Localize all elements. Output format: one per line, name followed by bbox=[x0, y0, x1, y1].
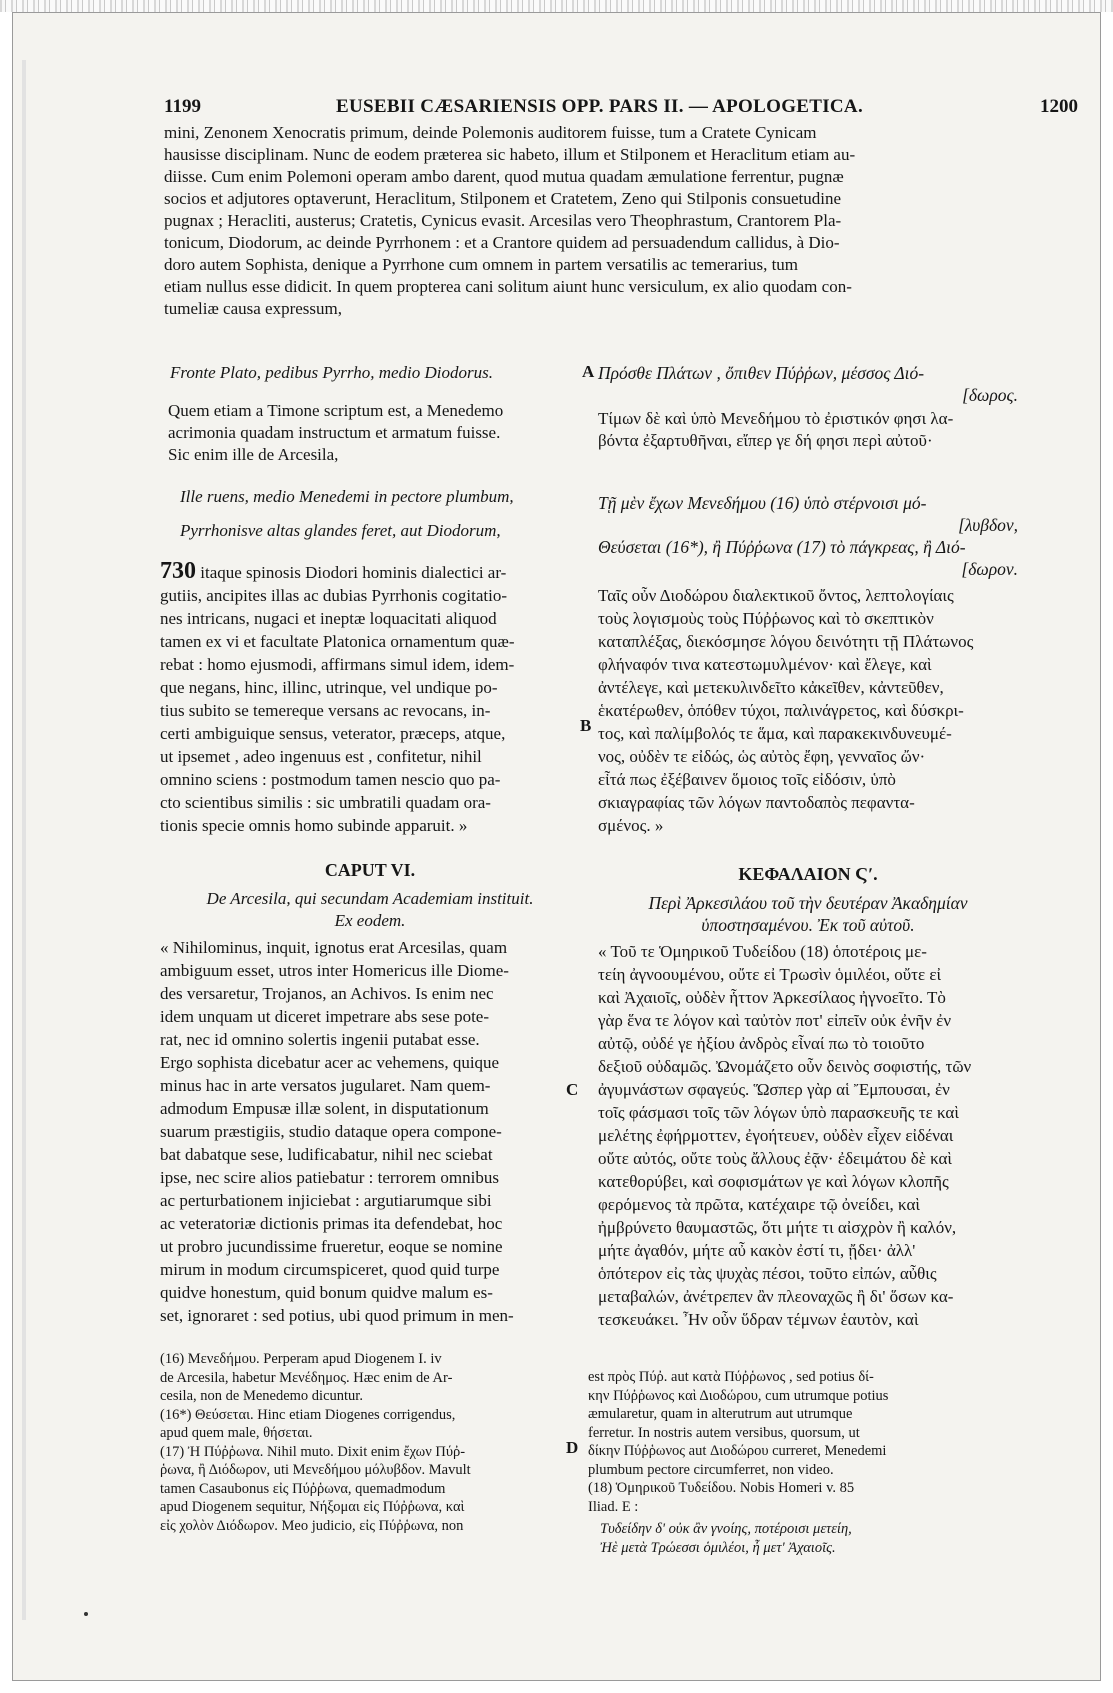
footnote-line: plumbum pectore circumferret, non video. bbox=[588, 1461, 834, 1478]
footnote-line: est πρὸς Πύῤ. aut κατὰ Πύῤῥωνος , sed potius δί- bbox=[588, 1369, 874, 1385]
greek-paragraph-1: Τίμων δὲ καὶ ὑπὸ Μενεδήμου τὸ ἐριστικόν φησι λα- βόντα ἐξαρτυθῆναι, εἴπερ γε δή φησι περὶ αὐτοῦ· bbox=[598, 409, 954, 450]
greek-paragraph-2: Ταῖς οὖν Διοδώρου διαλεκτικοῦ ὄντος, λεπτολογίαις τοὺς λογισμοὺς τοὺς Πύῤῥωνος καὶ τὸ σκεπτικὸν καταπλέξας, διεκόσμησε λόγου δεινότητι τῇ Πλάτωνος φλήναφόν τινα κατεστωμυλμένον· καὶ ἔλεγε, καὶ ἀντέλεγε, καὶ μετεκυλινδεῖτο κἀκεῖθεν, κἀντεῦθεν, ἑκατέρωθεν, ὁπόθεν τύχοι, παλινάγρετος, καὶ δύσκρι- τος, καὶ παλίμβολός τε ἅμα, καὶ παρακεκινδυνευμέ- νος, οὐδὲν τε εἰδώς, ὡς αὐτὸς ἔφη, γενναῖος ὤν· εἶτά πως ἐξέβαινεν ὅμοιος τοῖς εἰδόσιν, ὑπὸ σκιαγραφίας τῶν λόγων παντοδαπὸς πεφαντα- σμένος. » bbox=[598, 586, 974, 835]
footnote-line: (16) Μενεδήμου. Perperam apud Diogenem I. iv bbox=[160, 1351, 442, 1367]
latin-paragraph-3: « Nihilominus, inquit, ignotus erat Arcesilas, quam ambiguum esset, utros inter Homericus ille Diome- des versaretur, Trojanos, an Achivos. Is enim nec idem unquam ut diceret impetrare abs sese pote- rat, nec id omnino solertis ingenii putabat esse. Ergo sophista dicebatur acer ac vehemens, quique minus hac in arte versatos jugularet. Nam quem- admodum Empusæ illæ solent, in disputationum suarum præstigiis, studio dataque opera compone- bat dabatque sese, ludificabatur, nihil nec sciebat ipse, nec scire alios patiebatur : terrorem omnibus ac perturbationem injiciebat : argutiarumque sibi ac veteratoriæ dictionis primas ita defendebat, hoc ut probro jucundissime frueretur, eoque se nomine mirum in modum circumspiceret, quod quid turpe quidve honestum, quid bonum quidve malum es- set, ignoraret : sed potius, ubi quod primum in men- bbox=[160, 938, 514, 1325]
chapter-heading-greek: ΚΕΦΑΛΑΙΟΝ Ϛʹ. bbox=[738, 864, 878, 884]
footnotes-right bbox=[588, 1368, 1018, 1516]
footnote-line: (18) Ὁμηρικοῦ Τυδείδου. Nobis Homeri v. 85 bbox=[588, 1480, 855, 1496]
latin-verse-2: Ille ruens, medio Menedemi in pectore plumbum, Pyrrhonisve altas glandes feret, aut Diodorum, bbox=[180, 487, 514, 540]
footnote-line: κην Πύῤῥωνος καὶ Διοδώρου, cum utrumque potius bbox=[588, 1387, 889, 1404]
margin-letter-d: D bbox=[566, 1438, 579, 1457]
text-line: tumeliæ causa expressum, bbox=[164, 299, 342, 318]
text-line: doro autem Sophista, denique a Pyrrhone cum omnem in partem versatilis ac temerarius, tum bbox=[164, 255, 799, 274]
footnote-line: apud quem male, θήσεται. bbox=[160, 1425, 313, 1441]
running-title: EUSEBII CÆSARIENSIS OPP. PARS II. — APOLOGETICA. bbox=[336, 96, 864, 117]
footnote-line: εἰς χολὸν Διόδωρον. Meo judicio, εἰς Πύῤῥωνα, non bbox=[160, 1517, 464, 1534]
margin-letter-b: B bbox=[580, 716, 592, 735]
footnote-line: cesila, non de Menedemo dicuntur. bbox=[160, 1388, 363, 1404]
footnote-line: ferretur. In nostris autem versibus, quorsum, ut bbox=[588, 1424, 860, 1441]
margin-letter-a: A bbox=[582, 362, 595, 381]
latin-paragraph-1: Quem etiam a Timone scriptum est, a Menedemo acrimonia quadam instructum et armatum fuisse. Sic enim ille de Arcesila, bbox=[168, 401, 504, 464]
footnote-line: ῥωνα, ἢ Διόδωρον, uti Μενεδήμου μόλυβδον. Mavult bbox=[160, 1462, 471, 1478]
section-number: 730 bbox=[160, 558, 196, 584]
footnotes-left bbox=[160, 1350, 580, 1535]
footnote-line: apud Diogenem sequitur, Νήξομαι εἰς Πύῤῥωνα, καὶ bbox=[160, 1499, 465, 1515]
text-line: hausisse disciplinam. Nunc de eodem præterea sic habeto, illum et Stilponem et Heraclitum etiam au- bbox=[164, 145, 856, 164]
scan-speck bbox=[84, 1612, 88, 1616]
chapter-subtitle-greek: Περὶ Ἀρκεσιλάου τοῦ τὴν δευτέραν Ἀκαδημίαν ὑποστησαμένου. Ἐκ τοῦ αὐτοῦ. bbox=[648, 893, 968, 935]
scan-top-edge bbox=[0, 0, 1113, 12]
footnote-line: δίκην Πύῤῥωνος aut Διοδώρου curreret, Menedemi bbox=[588, 1443, 887, 1459]
greek-verse-1: Πρόσθε Πλάτων , ὄπιθεν Πύῤῥων, μέσσος Διό- [δωρος. bbox=[598, 363, 1018, 405]
footnote-line: de Arcesila, habetur Μενέδημος. Hæc enim de Ar- bbox=[160, 1369, 453, 1386]
footnote-line: (17) Ἠ Πύῤῥωνα. Nihil muto. Dixit enim ἔχων Πύῤ- bbox=[160, 1443, 466, 1460]
footnote-verse-greek: Τυδείδην δ' οὐκ ἂν γνοίης, ποτέροισι μετείη, Ἠὲ μετὰ Τρώεσσι ὁμιλέοι, ἦ μετ' Ἀχαιοῖς. bbox=[600, 1521, 852, 1556]
text-line: mini, Zenonem Xenocratis primum, deinde Polemonis auditorem fuisse, tum a Cratete Cynicam bbox=[164, 123, 817, 142]
text-line: pugnax ; Heracliti, austerus; Cratetis, Cynicus evasit. Arcesilas vero Theophrastum, Crantorem Pla- bbox=[164, 211, 842, 230]
margin-letter-c: C bbox=[566, 1080, 579, 1099]
chapter-subtitle-latin: De Arcesila, qui secundam Academiam instituit. Ex eodem. bbox=[206, 889, 534, 930]
footnote-line: tamen Casaubonus εἰς Πύῤῥωνα, quemadmodum bbox=[160, 1480, 446, 1497]
footnote-line: Iliad. E : bbox=[588, 1498, 639, 1515]
text-line: tonicum, Diodorum, ac deinde Pyrrhonem : et a Crantore quidem ad persuadendum callidus, à Dio- bbox=[164, 233, 840, 252]
latin-verse-1: Fronte Plato, pedibus Pyrrho, medio Diodorus. bbox=[170, 363, 493, 382]
page-number-left: 1199 bbox=[164, 96, 201, 117]
footnote-line: æmularetur, quam in alterutrum aut utrumque bbox=[588, 1406, 853, 1422]
scan-left-edge bbox=[22, 60, 26, 1620]
text-line: etiam nullus esse didicit. In quem propterea cani solitum aiunt hunc versiculum, ex alio quodam con- bbox=[164, 277, 852, 296]
text-line: diisse. Cum enim Polemoni operam ambo darent, quod mutua quadam æmulatione ferrentur, pugnæ bbox=[164, 167, 844, 186]
text-line: socios et adjutores optaverunt, Heraclitum, Stilponem et Cratetem, Zeno qui Stilponis consuetudine bbox=[164, 189, 842, 208]
chapter-heading-latin: CAPUT VI. bbox=[324, 860, 416, 880]
footnote-line: (16*) Θεύσεται. Hinc etiam Diogenes corrigendus, bbox=[160, 1406, 456, 1423]
greek-paragraph-3: « Τοῦ τε Ὁμηρικοῦ Τυδείδου (18) ὁποτέροις με- τείη ἀγνοουμένου, οὔτε εἰ Τρωσὶν ὁμιλέοι, οὔτε εἰ καὶ Ἀχαιοῖς, οὐδὲν ἧττον Ἀρκεσίλαος ἠγνοεῖτο. Τὸ γὰρ ἕνα τε λόγον καὶ ταὐτὸν ποτ' εἰπεῖν οὐκ ἐνῆν ἐν αὐτῷ, οὐδέ γε ἠξίου ἀνδρὸς εἶναί πω τὸ τοιοῦτο δεξιοῦ οὐδαμῶς. Ὠνομάζετο οὖν δεινὸς σοφιστής, τῶν ἀγυμνάστων σφαγεύς. Ὥσπερ γὰρ αἱ Ἔμπουσαι, ἐν τοῖς φάσμασι τοῖς τῶν λόγων ὑπὸ παρασκευῆς τε καὶ μελέτης ἐφήρμοττεν, ἐγοήτευεν, οὐδὲν εἶχεν εἰδέναι οὔτε αὐτός, οὔτε τοὺς ἄλλους ἐᾷν· ἐδειμάτου δὲ καὶ κατεθορύβει, καὶ σοφισμάτων γε καὶ λόγων κλοπῆς φερόμενος τὰ πρῶτα, κατέχαιρε τῷ ὀνείδει, καὶ ἠμβρύνετο θαυμαστῶς, ὅτι μήτε τι αἰσχρὸν ἢ καλόν, μήτε ἀγαθόν, μήτε αὖ κακὸν ἐστί τι, ᾔδει· ἀλλ' ὁπότερον εἰς τὰς ψυχὰς πέσοι, τοῦτο εἰπών, αὖθις μεταβαλών, ἀνέτρεπεν ἂν πλεοναχῶς ἢ δι' ὅσων κα- τεσκευάκει. Ἦν οὖν ὕδραν τέμνων ἑαυτὸν, καὶ bbox=[598, 942, 972, 1329]
latin-paragraph-2: 730 itaque spinosis Diodori hominis dialectici ar- gutiis, ancipites illas ac dubias Pyrrhonis cogitatio- nes intricans, nugaci et ineptæ loquacitati aliquod tamen ex vi et facultate Platonica ornamentum quæ- rebat : homo ejusmodi, affirmans simul idem, idem- que negans, hinc, illinc, utrinque, vel undique po- tius subito se temereque versans ac revocans, in- certi ambiguique sensus, veterator, præceps, atque, ut ipsemet , adeo ingenuus est , confitetur, nihil omnino sciens : postmodum tamen nescio quo pa- cto scientibus similis : sic umbratili quadam ora- tionis specie omnis homo subinde apparuit. » bbox=[160, 558, 515, 835]
running-head bbox=[164, 96, 1078, 122]
greek-verse-2: Τῇ μὲν ἔχων Μενεδήμου (16) ὑπὸ στέρνοισι μό- [λυβδον, Θεύσεται (16*), ἢ Πύῤῥωνα (17) τὸ πάγκρεας, ἢ Διό- [δωρον. bbox=[598, 493, 1018, 579]
intro-paragraph bbox=[164, 122, 1078, 320]
page-number-right: 1200 bbox=[1040, 96, 1078, 117]
